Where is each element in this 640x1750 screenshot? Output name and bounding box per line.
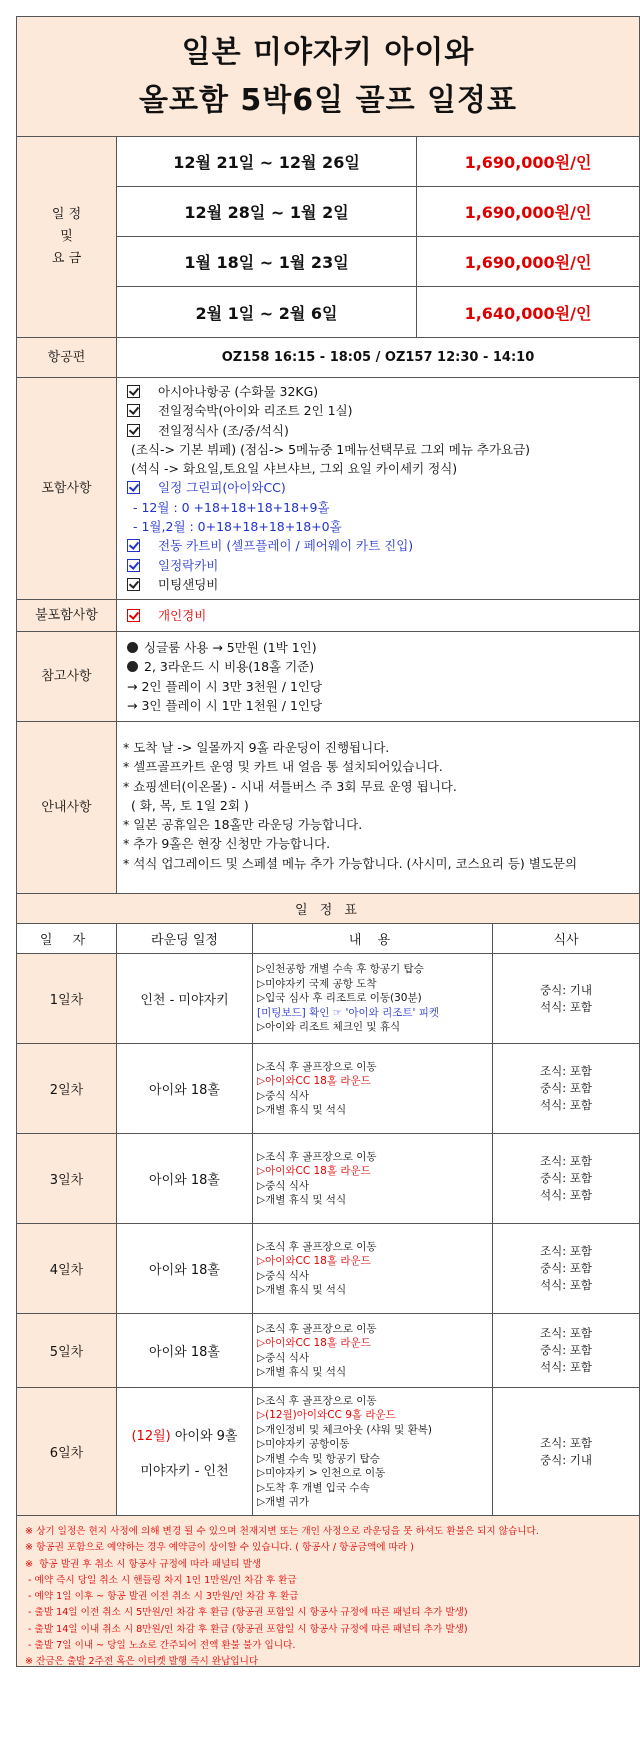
activity-item: ▷조식 후 골프장으로 이동 — [257, 1150, 377, 1163]
meal-list — [540, 982, 592, 1016]
checkbox-icon — [127, 481, 140, 494]
guide-item: * 석식 업그레이드 및 스페셜 메뉴 추가 가능합니다. (사시미, 코스요리 등) 별도문의 — [123, 855, 578, 871]
reference-text: 2, 3라운드 시 비용(18홀 기준) — [144, 659, 315, 675]
activity-list — [257, 1394, 432, 1510]
reference-label: 참고사항 — [17, 632, 117, 721]
reference-text: → 2인 플레이 시 3만 3천원 / 1인당 — [127, 678, 323, 694]
activity-list — [257, 1150, 377, 1208]
reference-item — [127, 657, 629, 676]
included-label: 포함사항 — [17, 378, 117, 599]
meal-item: 중식: 포함 — [540, 1081, 592, 1095]
activity-list — [257, 1060, 377, 1118]
content-cell — [253, 1224, 493, 1313]
day-label: 1일차 — [17, 954, 117, 1043]
schedule-body — [17, 954, 639, 1516]
excluded-label: 불포함사항 — [17, 600, 117, 631]
round-line-2: 미야자키 - 인천 — [140, 1463, 229, 1479]
guide-section — [17, 722, 639, 894]
schedule-row — [17, 1044, 639, 1134]
activity-item: ▷개별 귀가 — [257, 1496, 309, 1508]
meal-item: 석식: 포함 — [540, 1360, 592, 1374]
reference-item — [127, 638, 629, 657]
included-text: - 12월 : 0 +18+18+18+18+9홀 — [133, 499, 330, 515]
included-text: 전동 카트비 (셀프플레이 / 페어웨이 카트 진입) — [158, 538, 414, 554]
header-content: 내 용 — [253, 924, 493, 953]
day-label: 5일차 — [17, 1314, 117, 1387]
checkbox-icon — [127, 609, 140, 622]
footer-line: ※ 항공 발권 후 취소 시 항공사 규정에 따라 패널티 발생 — [25, 1558, 262, 1570]
title-block — [17, 17, 639, 137]
included-item — [127, 536, 629, 555]
included-item — [127, 498, 629, 517]
excluded-section — [17, 600, 639, 632]
meal-item: 중식: 포함 — [540, 1171, 592, 1185]
guide-label: 안내사항 — [17, 722, 117, 893]
price-row — [117, 237, 639, 287]
activity-item: ▷개별 휴식 및 석식 — [257, 1366, 347, 1378]
round-cell — [117, 1224, 253, 1313]
excluded-list — [117, 600, 639, 631]
schedule-title: 일 정 표 — [17, 894, 639, 924]
day-label: 6일차 — [17, 1388, 117, 1515]
checkbox-icon — [127, 424, 140, 437]
activity-item: ▷아이와 리조트 체크인 및 휴식 — [257, 1021, 401, 1034]
reference-item — [127, 677, 629, 696]
price-value: 1,690,000원/인 — [464, 203, 592, 222]
meal-item: 중식: 포함 — [540, 1343, 592, 1357]
round-cell — [117, 1134, 253, 1223]
meal-item: 조식: 포함 — [540, 1064, 592, 1078]
activity-item: ▷중식 식사 — [257, 1089, 309, 1102]
footer-line: - 예약 1일 이후 ~ 항공 발권 이전 취소 시 3만원/인 차감 후 환급 — [25, 1591, 299, 1603]
checkbox-icon — [127, 404, 140, 417]
date-range: 2월 1일 ~ 2월 6일 — [117, 287, 417, 337]
round-text: 아이와 18홀 — [149, 1173, 220, 1188]
header-meal: 식사 — [553, 933, 579, 948]
date-range: 12월 28일 ~ 1월 2일 — [117, 187, 417, 236]
footer-line: - 출발 14일 이내 취소 시 8만원/인 차감 후 환급 (항공권 포함일 시 항공사 규정에 따른 패널티 추가 발생) — [25, 1623, 468, 1635]
meal-item: 조식: 포함 — [540, 1326, 592, 1340]
activity-item: ▷미야자키 국제 공항 도착 — [257, 977, 377, 990]
included-text: 아시아나항공 (수화물 32KG) — [158, 384, 319, 399]
itinerary-document — [16, 16, 640, 1667]
guide-list — [117, 722, 639, 893]
excluded-item: 개인경비 — [158, 607, 207, 623]
included-text: (석식 -> 화요일,토요일 샤브샤브, 그외 요일 카이세키 정식) — [131, 461, 458, 477]
meal-cell — [493, 1134, 639, 1223]
meal-item: 조식: 포함 — [540, 1244, 592, 1258]
schedule-row — [17, 954, 639, 1044]
activity-list — [257, 1240, 377, 1298]
price-value: 1,640,000원/인 — [464, 303, 592, 323]
activity-item: ▷아이와CC 18홀 라운드 — [257, 1337, 371, 1349]
activity-item: ▷아이와CC 18홀 라운드 — [257, 1255, 371, 1267]
flight-value: OZ158 16:15 - 18:05 / OZ157 12:30 - 14:10 — [221, 350, 535, 365]
price-value: 1,690,000원/인 — [464, 153, 592, 172]
activity-item: ▷아이와CC 18홀 라운드 — [257, 1075, 371, 1087]
meal-item: 중식: 기내 — [540, 1452, 592, 1467]
footer-line: - 예약 즉시 당일 취소 시 핸들링 차지 1인 1만원/인 차감 후 환급 — [25, 1574, 297, 1586]
checkbox-icon — [127, 539, 140, 552]
activity-item: ▷미야자키 > 인천으로 이동 — [257, 1467, 386, 1479]
schedule-row — [17, 1134, 639, 1224]
price-row — [117, 187, 639, 237]
content-cell — [253, 1388, 493, 1515]
included-item — [127, 478, 629, 497]
round-cell — [117, 954, 253, 1043]
guide-item: * 도착 날 -> 일몰까지 9홀 라운딩이 진행됩니다. — [123, 740, 390, 755]
included-item — [127, 517, 629, 536]
activity-item: ▷(12월)아이와CC 9홀 라운드 — [257, 1409, 396, 1421]
checkbox-icon — [127, 578, 140, 591]
schedule-row — [17, 1224, 639, 1314]
guide-item: ( 화, 목, 토 1일 2회 ) — [123, 797, 249, 813]
meal-list — [540, 1325, 592, 1376]
included-text: 일정락카비 — [158, 557, 219, 573]
included-item — [127, 575, 629, 594]
round-stack — [131, 1425, 237, 1479]
included-text: 일정 그린피(아이와CC) — [158, 480, 286, 496]
included-item — [127, 401, 629, 420]
header-day: 일 자 — [17, 924, 117, 953]
schedule-row — [17, 1314, 639, 1388]
guide-item: * 셀프골프카트 운영 및 카트 내 얼음 통 설치되어있습니다. — [123, 759, 443, 775]
date-range: 1월 18일 ~ 1월 23일 — [117, 237, 417, 286]
checkbox-icon — [127, 559, 140, 572]
checkbox-icon — [127, 385, 140, 398]
footer-line: - 출발 14일 이전 취소 시 5만원/인 차감 후 환급 (항공권 포함일 시 항공사 규정에 따른 패널티 추가 발생) — [25, 1607, 468, 1619]
schedule-row — [17, 1388, 639, 1516]
activity-item: ▷인천공항 개별 수속 후 항공기 탑승 — [257, 963, 424, 976]
included-text: (조식-> 기본 뷔페) (점심-> 5메뉴중 1메뉴선택무료 그외 메뉴 추가요금) — [131, 441, 531, 457]
meal-list — [540, 1243, 592, 1294]
content-cell — [253, 954, 493, 1043]
meal-list — [540, 1063, 592, 1114]
content-cell — [253, 1044, 493, 1133]
price-row — [117, 137, 639, 187]
activity-item: ▷조식 후 골프장으로 이동 — [257, 1322, 377, 1335]
meal-item: 석식: 포함 — [540, 1098, 592, 1112]
activity-item: ▷아이와CC 18홀 라운드 — [257, 1165, 371, 1177]
guide-item: * 일본 공휴일은 18홀만 라운딩 가능합니다. — [123, 817, 363, 833]
activity-item: ▷중식 식사 — [257, 1269, 309, 1282]
activity-item: ▷도착 후 개별 입국 수속 — [257, 1481, 370, 1494]
meal-list — [540, 1435, 592, 1469]
included-list — [117, 378, 639, 599]
price-value: 1,690,000원/인 — [464, 253, 592, 272]
day-label: 4일차 — [17, 1224, 117, 1313]
title-line-1: 일본 미야자키 아이와 — [181, 34, 475, 70]
meal-cell — [493, 1314, 639, 1387]
schedule-header — [17, 924, 639, 954]
included-text: - 1월,2월 : 0+18+18+18+18+0홀 — [133, 519, 342, 535]
pricing-section — [17, 137, 639, 338]
meal-cell — [493, 954, 639, 1043]
round-cell — [117, 1314, 253, 1387]
flight-label: 항공편 — [17, 338, 117, 377]
footer-line: ※ 잔금은 출발 2주전 혹은 이티켓 발행 즉시 완납입니다 — [25, 1656, 259, 1668]
pricing-label: 일 정 및 요 금 — [17, 137, 117, 337]
meal-item: 조식: 포함 — [540, 1154, 592, 1168]
activity-item: ▷조식 후 골프장으로 이동 — [257, 1240, 377, 1253]
meal-item: 중식: 기내 — [540, 982, 592, 997]
header-round: 라운딩 일정 — [117, 924, 253, 953]
activity-item: ▷조식 후 골프장으로 이동 — [257, 1394, 377, 1407]
title-line-2: 올포함 5박6일 골프 일정표 — [139, 82, 517, 118]
footer-line: ※ 상기 일정은 현지 사정에 의해 변경 될 수 있으며 천재지변 또는 개인 사정으로 라운딩을 못 하셔도 환불은 되지 않습니다. — [25, 1526, 539, 1537]
meal-item: 석식: 포함 — [540, 999, 592, 1014]
included-section — [17, 378, 639, 600]
round-text: 아이와 18홀 — [149, 1345, 220, 1360]
activity-item: ▷개별 휴식 및 석식 — [257, 1194, 347, 1206]
meal-cell — [493, 1044, 639, 1133]
round-text: 아이와 18홀 — [149, 1263, 220, 1278]
meal-item: 중식: 포함 — [540, 1261, 592, 1275]
round-cell — [117, 1044, 253, 1133]
activity-item: ▷개별 휴식 및 석식 — [257, 1284, 347, 1296]
footer-line: - 출발 7일 이내 ~ 당일 노쇼로 간주되어 전액 환불 불가 입니다. — [25, 1640, 296, 1652]
activity-list — [257, 962, 439, 1035]
round-cell — [117, 1388, 253, 1515]
footer-line: ※ 항공권 포함으로 예약하는 경우 예약금이 상이할 수 있습니다. ( 항공사 / 항공금액에 따라 ) — [25, 1542, 414, 1554]
meal-item: 석식: 포함 — [540, 1188, 592, 1202]
meal-cell — [493, 1388, 639, 1515]
included-item — [127, 459, 629, 478]
included-item — [127, 556, 629, 575]
bullet-icon — [127, 661, 138, 672]
included-item — [127, 382, 629, 401]
included-text: 전일정식사 (조/중/석식) — [158, 422, 289, 438]
meal-list — [540, 1153, 592, 1204]
activity-item: ▷개인정비 및 체크아웃 (샤워 및 환복) — [257, 1423, 432, 1436]
included-item — [127, 421, 629, 440]
round-month: (12월) — [131, 1428, 171, 1444]
flight-section — [17, 338, 639, 378]
guide-item: * 쇼핑센터(이온몰) - 시내 셔틀버스 주 3회 무료 운영 됩니다. — [123, 778, 457, 794]
activity-item: ▷조식 후 골프장으로 이동 — [257, 1060, 377, 1073]
round-text: 아이와 18홀 — [149, 1083, 220, 1098]
included-text: 미팅샌딩비 — [158, 576, 219, 592]
reference-section — [17, 632, 639, 722]
round-line — [131, 1425, 237, 1444]
guide-item: * 추가 9홀은 현장 신청만 가능합니다. — [123, 836, 331, 852]
included-text: 전일정숙박(아이와 리조트 2인 1실) — [158, 403, 353, 419]
price-row — [117, 287, 639, 337]
included-item — [127, 440, 629, 459]
activity-item: ▷개별 휴식 및 석식 — [257, 1104, 347, 1116]
content-cell — [253, 1314, 493, 1387]
round-text: 아이와 9홀 — [174, 1428, 238, 1444]
day-label: 3일차 — [17, 1134, 117, 1223]
reference-text: → 3인 플레이 시 1만 1천원 / 1인당 — [127, 697, 323, 713]
date-range: 12월 21일 ~ 12월 26일 — [117, 137, 417, 186]
activity-list — [257, 1322, 377, 1380]
activity-item: ▷개별 수속 및 항공기 탑승 — [257, 1452, 380, 1465]
reference-list — [117, 632, 639, 721]
meal-item: 조식: 포함 — [540, 1435, 592, 1450]
bullet-icon — [127, 642, 138, 653]
activity-item: ▷중식 식사 — [257, 1179, 309, 1192]
activity-item: ▷중식 식사 — [257, 1351, 309, 1364]
meal-cell — [493, 1224, 639, 1313]
reference-text: 싱글룸 사용 → 5만원 (1박 1인) — [144, 640, 317, 655]
meal-item: 석식: 포함 — [540, 1278, 592, 1292]
pricing-table — [117, 137, 639, 337]
content-cell — [253, 1134, 493, 1223]
activity-item: ▷미야자키 공항이동 — [257, 1438, 350, 1450]
round-text: 인천 - 미야자키 — [140, 993, 229, 1008]
reference-item — [127, 696, 629, 715]
footer-notes — [17, 1516, 639, 1666]
day-label: 2일차 — [17, 1044, 117, 1133]
activity-item: [미팅보드] 확인 ☞ '아이와 리조트' 피켓 — [257, 1006, 440, 1019]
activity-item: ▷입국 심사 후 리조트로 이동(30분) — [257, 992, 422, 1005]
